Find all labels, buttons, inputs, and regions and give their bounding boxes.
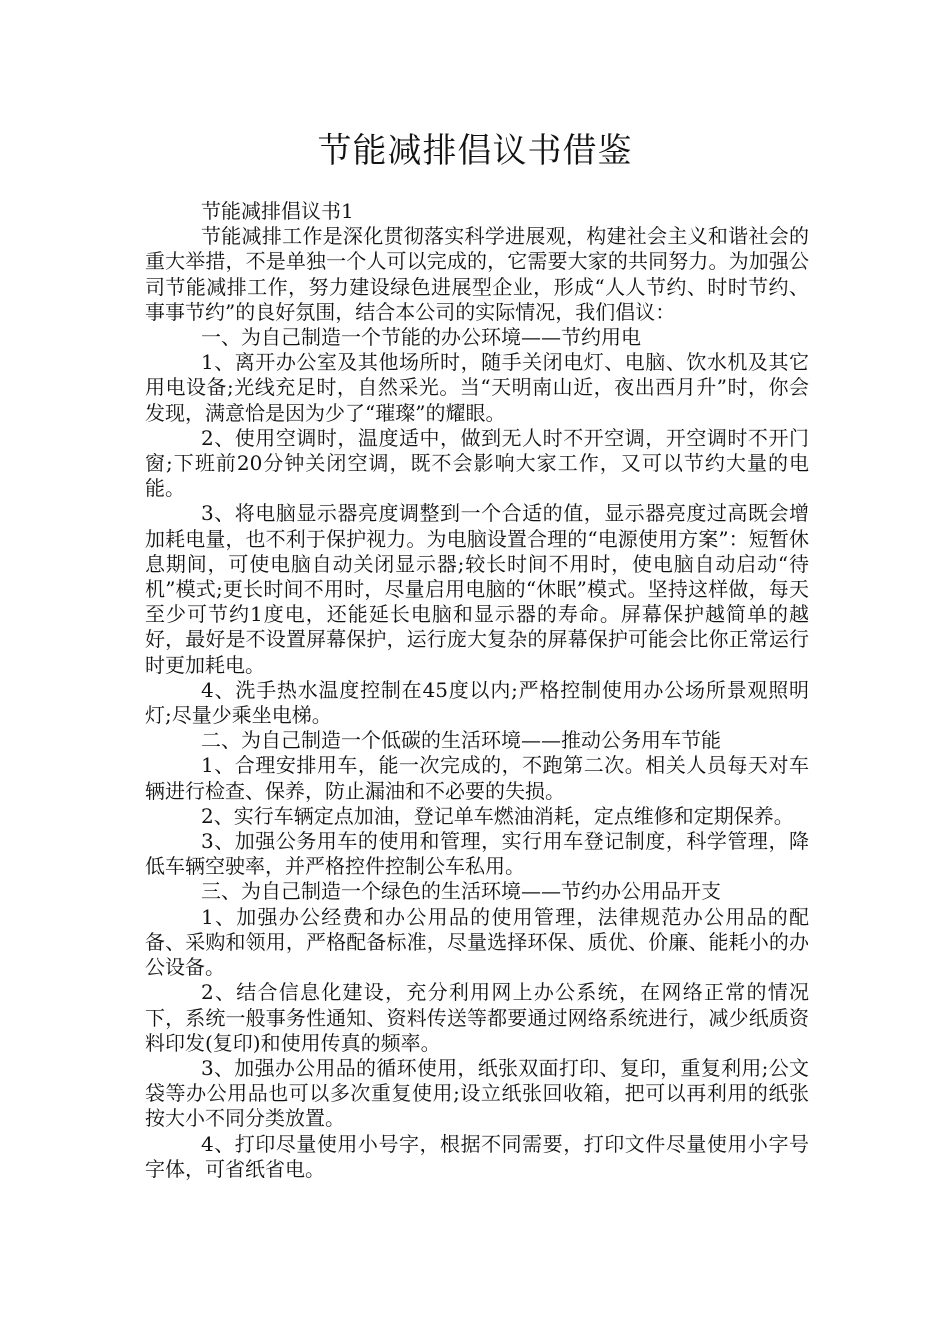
section-heading-2: 二、为自己制造一个低碳的生活环境——推动公务用车节能: [201, 728, 721, 753]
paragraph: 4、打印尽量使用小号字，根据不同需要，打印文件尽量使用小字号字体，可省纸省电。: [145, 1131, 809, 1181]
paragraph: 2、使用空调时，温度适中，做到无人时不开空调，开空调时不开门窗;下班前20分钟关闭空调，既不会影响大家工作，又可以节约大量的电能。: [145, 425, 809, 501]
paragraph-intro: 节能减排工作是深化贯彻落实科学进展观，构建社会主义和谐社会的重大举措，不是单独一个人可以完成的，它需要大家的共同努力。为加强公司节能减排工作，努力建设绿色进展型企业，形成“人人节约、时时节约、事事节约”的良好氛围，结合本公司的实际情况，我们倡议：: [145, 224, 809, 324]
paragraph: 2、实行车辆定点加油，登记单车燃油消耗，定点维修和定期保养。: [201, 803, 794, 828]
paragraph: 4、洗手热水温度控制在45度以内;严格控制使用办公场所景观照明灯;尽量少乘坐电梯。: [145, 677, 809, 728]
paragraph: 1、合理安排用车，能一次完成的，不跑第二次。相关人员每天对车辆进行检查、保养，防止漏油和不必要的失损。: [145, 753, 809, 803]
paragraph: 2、结合信息化建设，充分利用网上办公系统，在网络正常的情况下，系统一般事务性通知、资料传送等都要通过网络系统进行，减少纸质资料印发(复印)和使用传真的频率。: [145, 980, 809, 1055]
section-heading-3: 三、为自己制造一个绿色的生活环境——节约办公用品开支: [201, 879, 721, 904]
paragraph: 3、加强公务用车的使用和管理，实行用车登记制度，科学管理，降低车辆空驶率，并严格控件控制公车私用。: [145, 829, 809, 879]
document-title: 节能减排倡议书借鉴: [317, 131, 633, 171]
paragraph: 3、加强办公用品的循环使用，纸张双面打印、复印，重复利用;公文袋等办公用品也可以多次重复使用;设立纸张回收箱，把可以再利用的纸张按大小不同分类放置。: [145, 1055, 809, 1131]
paragraph: 1、离开办公室及其他场所时，随手关闭电灯、电脑、饮水机及其它用电设备;光线充足时，自然采光。当“天明南山近，夜出西月升”时，你会发现，满意恰是因为少了“璀璨”的耀眼。: [145, 350, 809, 425]
document-body: [145, 199, 809, 1182]
paragraph-heading-1: 节能减排倡议书1: [201, 199, 354, 223]
section-heading-1: 一、为自己制造一个节能的办公环境——节约用电: [201, 325, 641, 350]
paragraph: 3、将电脑显示器亮度调整到一个合适的值，显示器亮度过高既会增加耗电量，也不利于保护视力。为电脑设置合理的“电源使用方案”：短暂休息期间，可使电脑自动关闭显示器;较长时间不用时，使电脑自动启动“待机”模式;更长时间不用时，尽量启用电脑的“休眠”模式。坚持这样做，每天至少可节约1度电，还能延长电脑和显示器的寿命。屏幕保护越简单的越好，最好是不设置屏幕保护，运行庞大复杂的屏幕保护可能会比你正常运行时更加耗电。: [145, 501, 809, 677]
paragraph: 1、加强办公经费和办公用品的使用管理，法律规范办公用品的配备、采购和领用，严格配备标准，尽量选择环保、质优、价廉、能耗小的办公设备。: [145, 904, 809, 980]
